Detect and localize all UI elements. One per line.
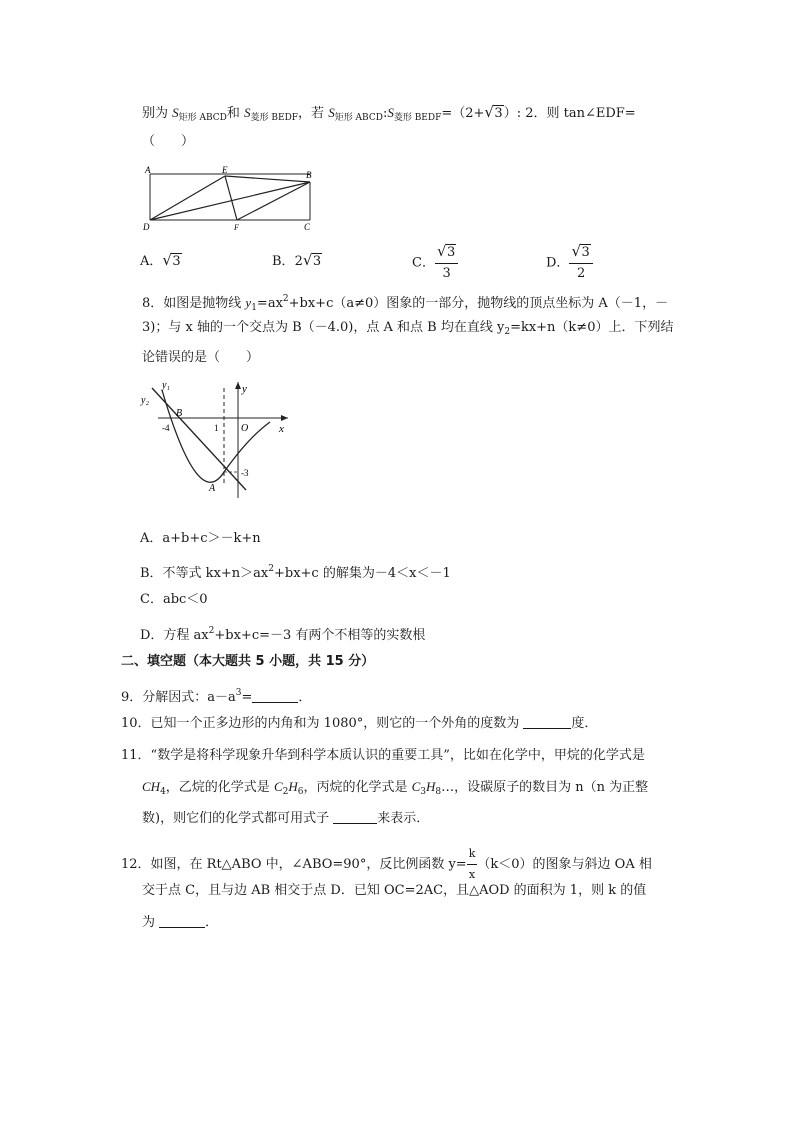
q11-line3: 数)，则它们的化学式都可用式子 来表示． [142, 811, 430, 826]
q12-line1: 12．如图，在 Rt△ABO 中，∠ABO=90°，反比例函数 y= $\frac{k}{x}$ （k＜0）的图象与斜边 OA 相 [121, 844, 652, 885]
label-A: A [145, 165, 151, 175]
label-neg4: -4 [162, 423, 170, 433]
answer-blank[interactable] [523, 714, 571, 729]
q7-option-b: B．2 √ 3 [272, 251, 322, 269]
q10: 10．已知一个正多边形的内角和为 1080°，则它的一个外角的度数为 度． [121, 716, 598, 731]
label-B: B [306, 170, 312, 180]
label-B: B [176, 408, 183, 419]
label-y2: y₂ [141, 395, 149, 406]
label-O: O [241, 423, 249, 434]
q7-option-d: D． √ 3 2 [546, 243, 593, 284]
answer-blank[interactable] [252, 688, 298, 703]
q8-option-a: A．a+b+c＞－k+n [140, 531, 261, 546]
q12-line3: 为 ． [142, 915, 219, 930]
q7-paren: （ ） [142, 134, 195, 149]
q7-line1: 别为 $S_{矩形 ABCD}$和 $S_{菱形 BEDF}$，若 $S_{矩形 ABCD}:S_{菱形 BEDF}=(2+$ √ 3）: 2．则 tan∠EDF= [142, 103, 636, 123]
q8-line1: 8．如图是抛物线 $y_1=ax^2+bx+c(a\ne 0)$图象的一部分，抛物线的顶点坐标为 A（－1，－ [142, 294, 669, 313]
q7-option-a: A． √ 3 [140, 251, 181, 269]
label-1: 1 [214, 423, 219, 433]
answer-blank[interactable] [159, 913, 205, 928]
label-E: E [222, 165, 228, 175]
label-F: F [234, 223, 239, 232]
label-x: x [279, 423, 284, 435]
q11-line1: 11．“数学是将科学现象升华到科学本质认识的重要工具”，比如在化学中，甲烷的化学式是 [121, 748, 645, 763]
sqrt: √ 3 [484, 103, 503, 121]
q8-option-c: C．abc＜0 [140, 592, 208, 607]
label-y: y [242, 383, 247, 395]
q8-option-d: D．方程 $ax^2+bx+c=-3$ 有两个不相等的实数根 [140, 626, 426, 643]
section-heading: 二、填空题（本大题共 5 小题，共 15 分） [121, 654, 375, 669]
label-y1: y₁ [162, 380, 170, 391]
q9: 9．分解因式：$a-a^3=$ ． [121, 688, 312, 705]
answer-blank[interactable] [333, 809, 377, 824]
label-neg3: -3 [241, 468, 249, 478]
label-D: D [143, 222, 150, 232]
q8-figure [138, 378, 298, 503]
q12-line2: 交于点 C，且与边 AB 相交于点 D．已知 OC=2AC，且△AOD 的面积为 1，则 k 的值 [142, 883, 647, 898]
q8-line2: 3)；与 x 轴的一个交点为 B（－4.0)，点 A 和点 B 均在直线 $y_2=kx+n(k\ne 0)$上．下列结 [142, 320, 674, 337]
label-A: A [209, 483, 216, 494]
q7-figure [140, 164, 320, 234]
q8-line3: 论错误的是（ ） [142, 350, 260, 365]
q7-option-c: C． √ 3 3 [412, 243, 458, 284]
label-C: C [304, 222, 311, 232]
q11-line2: $CH_4$，乙烷的化学式是 $C_2H_6$，丙烷的化学式是 $C_3H_8\dots$，设碳原子的数目为 n（n 为正整 [142, 779, 649, 797]
q8-option-b: B．不等式 $kx+n>ax^2+bx+c$ 的解集为－4＜x＜－1 [140, 564, 451, 581]
